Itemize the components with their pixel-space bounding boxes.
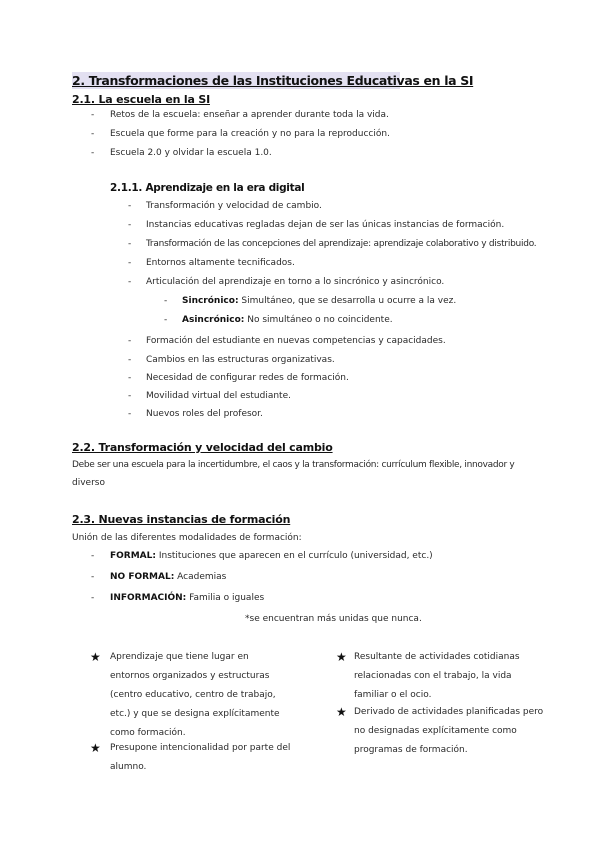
term-informacion: INFORMACIÓN:	[110, 593, 187, 603]
dash-bullet: -	[128, 258, 132, 268]
definition: Instituciones que aparecen en el currículo (universidad, etc.)	[155, 551, 433, 561]
dash-bullet: -	[128, 277, 132, 287]
list-item: Nuevos roles del profesor.	[146, 409, 263, 419]
definition: Simultáneo, que se desarrolla u ocurre a la vez.	[238, 296, 457, 306]
list-item-asincronico	[182, 315, 393, 325]
heading-2-1-1: 2.1.1. Aprendizaje en la era digital	[110, 182, 305, 194]
list-item: Entornos altamente tecnificados.	[146, 258, 295, 268]
text-line: familiar o el ocio.	[354, 690, 432, 700]
list-item: Articulación del aprendizaje en torno a lo sincrónico y asincrónico.	[146, 277, 445, 287]
star-text-block	[110, 739, 290, 777]
list-item: Movilidad virtual del estudiante.	[146, 391, 291, 401]
list-item: Transformación de las concepciones del aprendizaje: aprendizaje colaborativo y distribuido.	[146, 239, 537, 249]
dash-bullet: -	[91, 148, 95, 158]
text-line: relacionadas con el trabajo, la vida	[354, 671, 512, 681]
dash-bullet: -	[91, 593, 95, 603]
term-asincronico: Asincrónico:	[182, 315, 245, 325]
list-item: Formación del estudiante en nuevas competencias y capacidades.	[146, 336, 446, 346]
text-line: (centro educativo, centro de trabajo,	[110, 690, 276, 700]
list-item-sincronico	[182, 296, 456, 306]
list-item: Cambios en las estructuras organizativas.	[146, 355, 335, 365]
dash-bullet: -	[91, 110, 95, 120]
text-line: Derivado de actividades planificadas pero	[354, 707, 544, 717]
note: *se encuentran más unidas que nunca.	[245, 614, 422, 624]
list-item-informacion	[110, 593, 264, 603]
star-text-block	[354, 703, 543, 760]
heading-2-2: 2.2. Transformación y velocidad del cambio	[72, 441, 333, 454]
section-heading-2: 2. Transformaciones de las Instituciones Educativas en la SI	[72, 73, 474, 88]
definition: No simultáneo o no coincidente.	[244, 315, 393, 325]
dash-bullet: -	[128, 336, 132, 346]
list-item: Escuela que forme para la creación y no para la reproducción.	[110, 129, 390, 139]
dash-bullet: -	[164, 315, 168, 325]
heading-2-3: 2.3. Nuevas instancias de formación	[72, 513, 291, 526]
dash-bullet: -	[91, 551, 95, 561]
dash-bullet: -	[128, 391, 132, 401]
dash-bullet: -	[91, 572, 95, 582]
text-line: como formación.	[110, 728, 186, 738]
dash-bullet: -	[128, 239, 132, 249]
text-line: alumno.	[110, 762, 147, 772]
dash-bullet: -	[128, 201, 132, 211]
dash-bullet: -	[128, 373, 132, 383]
star-icon: ★	[336, 705, 347, 719]
text-line: no designadas explícitamente como	[354, 726, 517, 736]
paragraph-line: Debe ser una escuela para la incertidumbre, el caos y la transformación: currículum flexible, innovador y	[72, 460, 515, 470]
list-item-no-formal	[110, 572, 226, 582]
text-line: entornos organizados y estructuras	[110, 671, 270, 681]
list-item: Transformación y velocidad de cambio.	[146, 201, 322, 211]
dash-bullet: -	[128, 355, 132, 365]
definition: Familia o iguales	[186, 593, 265, 603]
list-item-formal	[110, 551, 433, 561]
list-item: Instancias educativas regladas dejan de ser las únicas instancias de formación.	[146, 220, 505, 230]
text-line: Presupone intencionalidad por parte del	[110, 743, 291, 753]
list-item: Necesidad de configurar redes de formación.	[146, 373, 349, 383]
star-text-block	[110, 648, 280, 743]
list-item: Escuela 2.0 y olvidar la escuela 1.0.	[110, 148, 272, 158]
dash-bullet: -	[128, 409, 132, 419]
dash-bullet: -	[128, 220, 132, 230]
paragraph-line: diverso	[72, 478, 105, 488]
text-line: etc.) y que se designa explícitamente	[110, 709, 280, 719]
list-item: Retos de la escuela: enseñar a aprender durante toda la vida.	[110, 110, 389, 120]
text-line: programas de formación.	[354, 745, 468, 755]
star-text-block	[354, 648, 520, 705]
term-no-formal: NO FORMAL:	[110, 572, 175, 582]
dash-bullet: -	[164, 296, 168, 306]
star-icon: ★	[90, 741, 101, 755]
heading-2-1: 2.1. La escuela en la SI	[72, 93, 210, 106]
definition: Academias	[174, 572, 227, 582]
intro-text: Unión de las diferentes modalidades de formación:	[72, 533, 302, 543]
star-icon: ★	[336, 650, 347, 664]
term-formal: FORMAL:	[110, 551, 156, 561]
text-line: Resultante de actividades cotidianas	[354, 652, 520, 662]
dash-bullet: -	[91, 129, 95, 139]
text-line: Aprendizaje que tiene lugar en	[110, 652, 249, 662]
term-sincronico: Sincrónico:	[182, 296, 239, 306]
star-icon: ★	[90, 650, 101, 664]
